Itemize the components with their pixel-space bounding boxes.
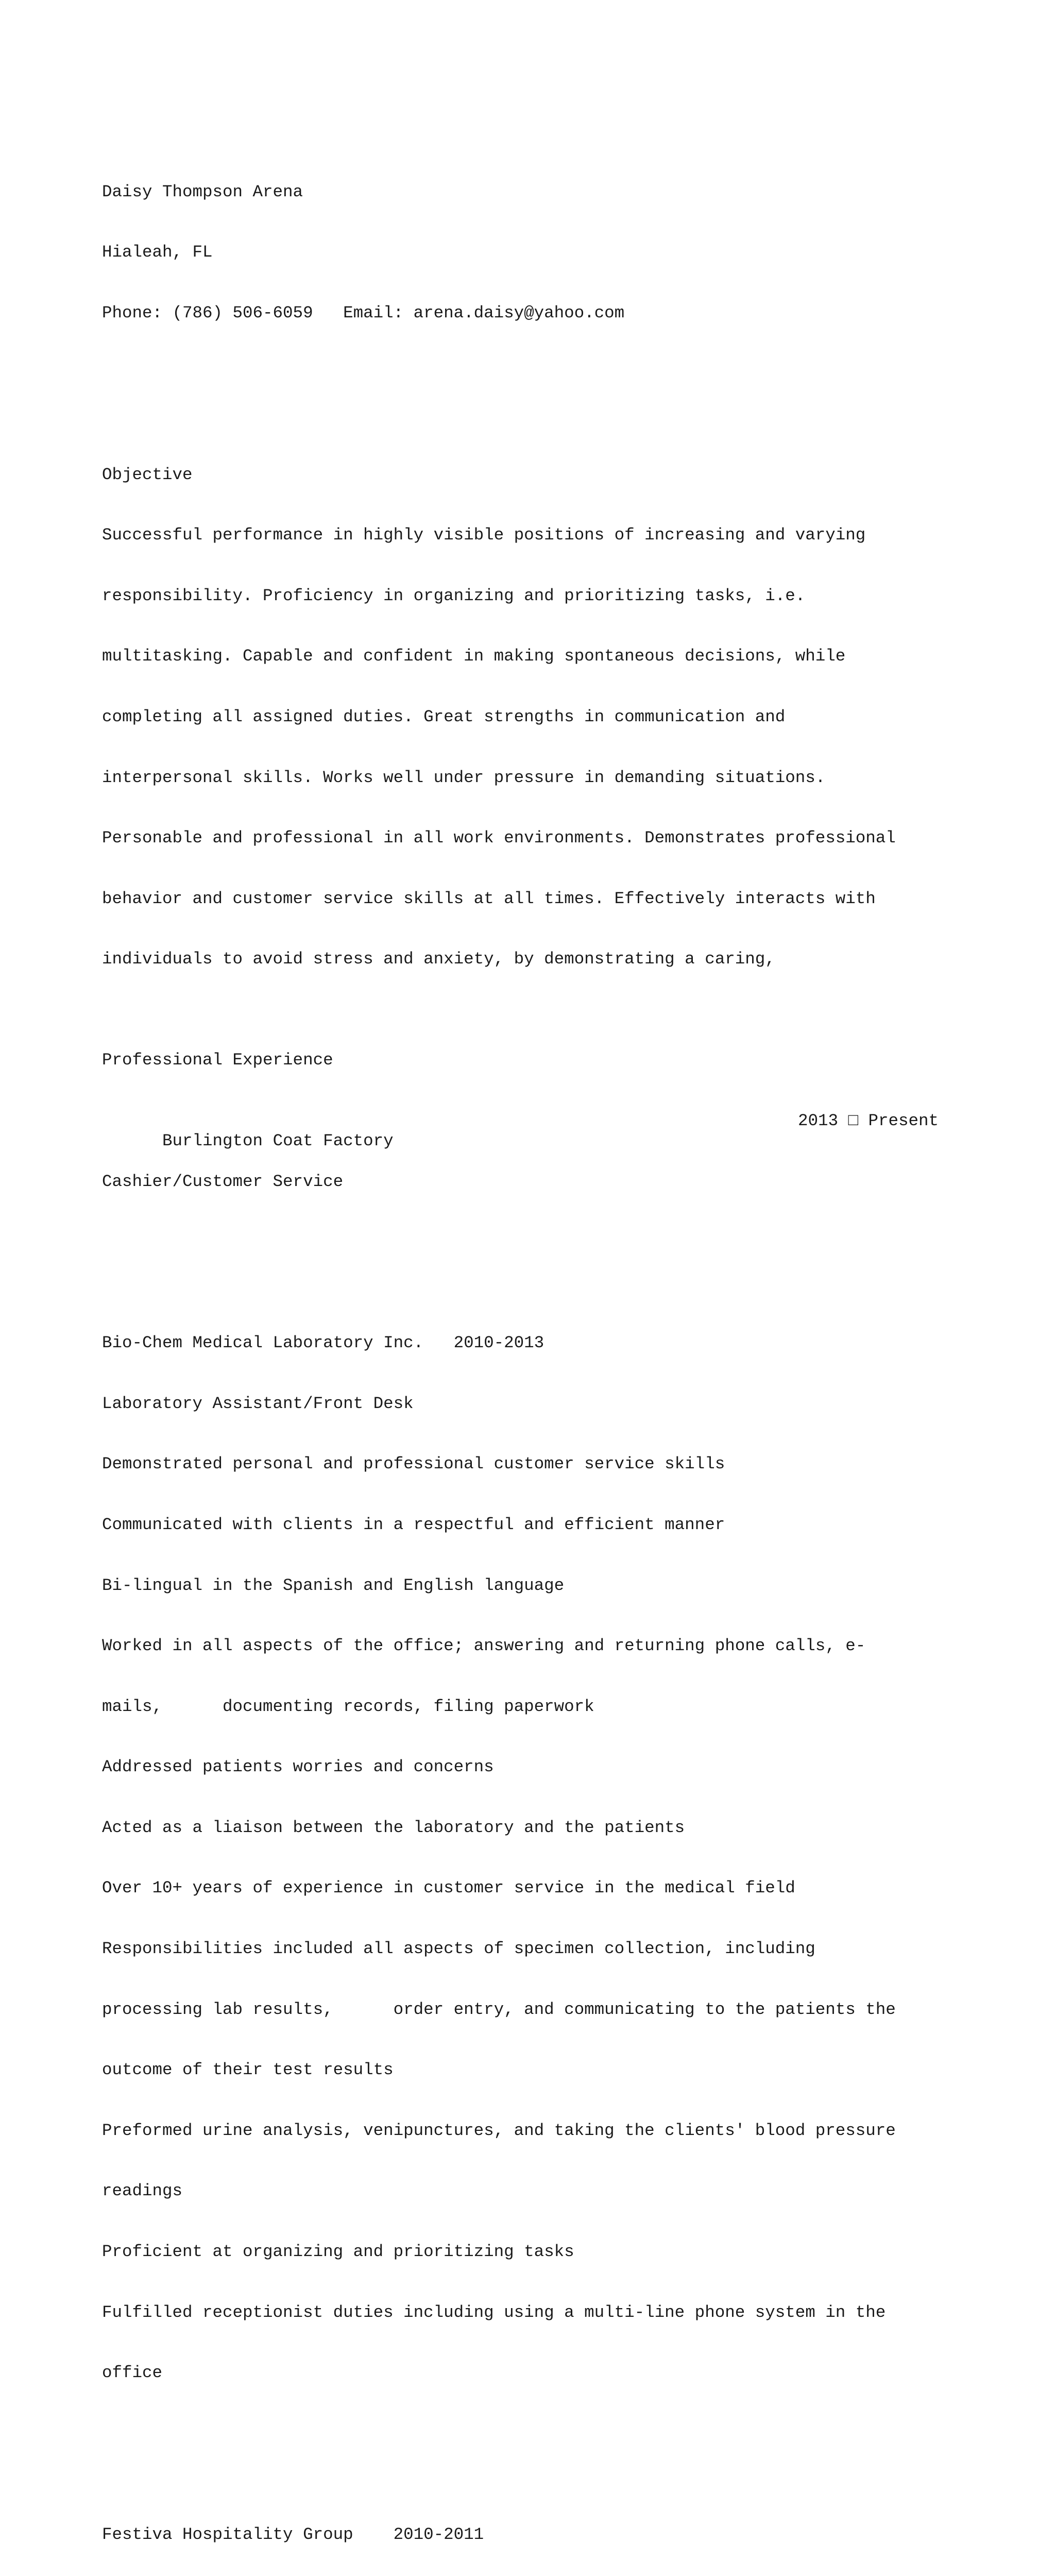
duty-line: Bi-lingual in the Spanish and English language: [102, 1575, 565, 1595]
job-header-burlington: [102, 1111, 1009, 1151]
spacer: [102, 2424, 1009, 2444]
candidate-name: Daisy Thompson Arena: [102, 182, 303, 201]
duty-line: Preformed urine analysis, venipunctures, and taking the clients' blood pressure: [102, 2121, 896, 2140]
company-name: Burlington Coat Factory: [162, 1131, 394, 1151]
duty-line: mails, documenting records, filing paperwork: [102, 1697, 594, 1716]
duty-line: Over 10+ years of experience in customer service in the medical field: [102, 1878, 795, 1898]
job-title: Laboratory Assistant/Front Desk: [102, 1394, 414, 1413]
experience-heading: Professional Experience: [102, 1050, 333, 1070]
resume-document: [102, 101, 1009, 2576]
objective-line: individuals to avoid stress and anxiety, by demonstrating a caring,: [102, 950, 775, 969]
duty-line: Addressed patients worries and concerns: [102, 1757, 494, 1777]
objective-line: multitasking. Capable and confident in making spontaneous decisions, while: [102, 647, 846, 666]
duty-line: Worked in all aspects of the office; answering and returning phone calls, e-: [102, 1636, 866, 1656]
duty-line: processing lab results, order entry, and communicating to the patients the: [102, 1999, 896, 2019]
duty-line: readings: [102, 2181, 183, 2201]
objective-line: responsibility. Proficiency in organizing and prioritizing tasks, i.e.: [102, 586, 806, 605]
candidate-location: Hialeah, FL: [102, 243, 213, 262]
job-title: Cashier/Customer Service: [102, 1172, 344, 1191]
objective-line: behavior and customer service skills at all times. Effectively interacts with: [102, 889, 876, 908]
objective-line: completing all assigned duties. Great strengths in communication and: [102, 707, 786, 726]
duty-line: Responsibilities included all aspects of specimen collection, including: [102, 1939, 815, 1959]
job-header-festiva: Festiva Hospitality Group 2010-2011: [102, 2524, 484, 2544]
spacer: [102, 1232, 1009, 1252]
job-dates: 2013 □ Present: [798, 1111, 939, 1130]
duty-line: office: [102, 2363, 163, 2383]
duty-line: Acted as a liaison between the laboratory and the patients: [102, 1818, 685, 1837]
objective-line: Personable and professional in all work environments. Demonstrates professional: [102, 828, 896, 848]
objective-heading: Objective: [102, 465, 193, 484]
duty-line: Demonstrated personal and professional customer service skills: [102, 1454, 725, 1474]
duty-line: Fulfilled receptionist duties including using a multi-line phone system in the: [102, 2302, 886, 2322]
duty-line: outcome of their test results: [102, 2060, 394, 2080]
duty-line: Communicated with clients in a respectful and efficient manner: [102, 1515, 725, 1534]
objective-line: interpersonal skills. Works well under pressure in demanding situations.: [102, 768, 826, 787]
duty-line: Proficient at organizing and prioritizing tasks: [102, 2242, 574, 2262]
spacer: [102, 364, 1009, 384]
contact-line: Phone: (786) 506-6059 Email: arena.daisy@yahoo.com: [102, 303, 625, 323]
job-header-biochem: Bio-Chem Medical Laboratory Inc. 2010-2013: [102, 1333, 544, 1353]
objective-line: Successful performance in highly visible positions of increasing and varying: [102, 526, 866, 545]
